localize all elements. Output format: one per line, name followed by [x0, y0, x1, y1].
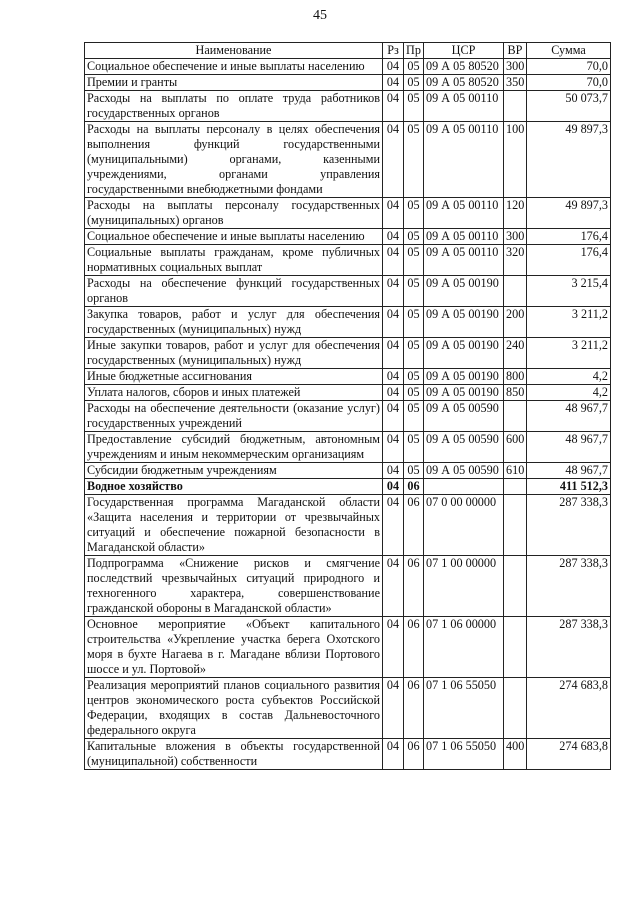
cell-pr: 05 [404, 338, 424, 369]
cell-rz: 04 [383, 245, 404, 276]
table-row [85, 556, 611, 617]
cell-vr [504, 479, 527, 495]
cell-rz: 04 [383, 307, 404, 338]
cell-name: Расходы на обеспечение функций государственных органов [85, 276, 383, 307]
cell-rz: 04 [383, 617, 404, 678]
cell-vr: 350 [504, 75, 527, 91]
cell-pr: 05 [404, 276, 424, 307]
cell-name: Капитальные вложения в объекты государственной (муниципальной) собственности [85, 739, 383, 770]
table-row [85, 338, 611, 369]
table-row [85, 229, 611, 245]
cell-name: Подпрограмма «Снижение рисков и смягчение последствий чрезвычайных ситуаций природного и техногенного характера, совершенствование гражданской обороны в Магаданской области» [85, 556, 383, 617]
cell-rz: 04 [383, 59, 404, 75]
cell-csr: 07 1 00 00000 [424, 556, 504, 617]
table-row [85, 432, 611, 463]
cell-rz: 04 [383, 739, 404, 770]
cell-sum: 3 211,2 [527, 338, 611, 369]
cell-vr: 400 [504, 739, 527, 770]
cell-rz: 04 [383, 463, 404, 479]
cell-vr: 200 [504, 307, 527, 338]
cell-pr: 06 [404, 678, 424, 739]
cell-csr: 09 А 05 00190 [424, 338, 504, 369]
cell-name: Реализация мероприятий планов социального развития центров экономического роста субъектов Российской Федерации, входящих в состав Дальневосточного федерального округа [85, 678, 383, 739]
table-body [85, 59, 611, 770]
cell-csr: 07 0 00 00000 [424, 495, 504, 556]
cell-pr: 05 [404, 432, 424, 463]
cell-csr: 09 А 05 00110 [424, 245, 504, 276]
cell-sum: 411 512,3 [527, 479, 611, 495]
table-row [85, 198, 611, 229]
cell-vr [504, 276, 527, 307]
cell-rz: 04 [383, 369, 404, 385]
header-rz: Рз [383, 43, 404, 59]
cell-sum: 70,0 [527, 75, 611, 91]
cell-sum: 287 338,3 [527, 495, 611, 556]
table-row [85, 385, 611, 401]
cell-rz: 04 [383, 338, 404, 369]
cell-pr: 05 [404, 307, 424, 338]
table-row [85, 59, 611, 75]
cell-sum: 3 211,2 [527, 307, 611, 338]
cell-rz: 04 [383, 385, 404, 401]
cell-rz: 04 [383, 276, 404, 307]
cell-pr: 05 [404, 369, 424, 385]
cell-vr [504, 401, 527, 432]
cell-sum: 176,4 [527, 229, 611, 245]
cell-vr [504, 556, 527, 617]
cell-pr: 06 [404, 479, 424, 495]
cell-pr: 05 [404, 91, 424, 122]
table-header-row [85, 43, 611, 59]
cell-rz: 04 [383, 495, 404, 556]
cell-vr [504, 678, 527, 739]
cell-csr: 07 1 06 55050 [424, 739, 504, 770]
cell-pr: 05 [404, 229, 424, 245]
cell-sum: 49 897,3 [527, 198, 611, 229]
header-pr: Пр [404, 43, 424, 59]
cell-name: Социальное обеспечение и иные выплаты населению [85, 59, 383, 75]
cell-sum: 274 683,8 [527, 739, 611, 770]
cell-name: Предоставление субсидий бюджетным, автономным учреждениям и иным некоммерческим организациям [85, 432, 383, 463]
cell-csr [424, 479, 504, 495]
table-row [85, 122, 611, 198]
table-row [85, 495, 611, 556]
header-name: Наименование [85, 43, 383, 59]
cell-name: Расходы на обеспечение деятельности (оказание услуг) государственных учреждений [85, 401, 383, 432]
cell-sum: 287 338,3 [527, 617, 611, 678]
table-row [85, 75, 611, 91]
cell-name: Иные бюджетные ассигнования [85, 369, 383, 385]
table-row [85, 245, 611, 276]
cell-csr: 09 А 05 00190 [424, 276, 504, 307]
cell-name: Государственная программа Магаданской области «Защита населения и территории от чрезвычайных ситуаций и обеспечение пожарной безопасности в Магаданской области» [85, 495, 383, 556]
table-row [85, 739, 611, 770]
table-row [85, 401, 611, 432]
cell-pr: 05 [404, 59, 424, 75]
cell-csr: 09 А 05 00190 [424, 369, 504, 385]
cell-sum: 3 215,4 [527, 276, 611, 307]
cell-rz: 04 [383, 479, 404, 495]
cell-csr: 09 А 05 00190 [424, 307, 504, 338]
cell-rz: 04 [383, 122, 404, 198]
table-row [85, 617, 611, 678]
budget-table [84, 42, 611, 770]
cell-pr: 05 [404, 75, 424, 91]
table-row [85, 91, 611, 122]
cell-csr: 09 А 05 00190 [424, 385, 504, 401]
cell-csr: 09 А 05 00110 [424, 91, 504, 122]
cell-rz: 04 [383, 401, 404, 432]
cell-sum: 70,0 [527, 59, 611, 75]
cell-pr: 06 [404, 617, 424, 678]
cell-pr: 05 [404, 122, 424, 198]
cell-rz: 04 [383, 229, 404, 245]
cell-csr: 09 А 05 00590 [424, 401, 504, 432]
cell-pr: 06 [404, 495, 424, 556]
table-row [85, 369, 611, 385]
cell-vr [504, 91, 527, 122]
header-sum: Сумма [527, 43, 611, 59]
cell-pr: 05 [404, 198, 424, 229]
cell-csr: 09 А 05 80520 [424, 59, 504, 75]
cell-pr: 05 [404, 463, 424, 479]
cell-rz: 04 [383, 556, 404, 617]
cell-csr: 09 А 05 00110 [424, 229, 504, 245]
cell-csr: 07 1 06 55050 [424, 678, 504, 739]
cell-csr: 09 А 05 00590 [424, 463, 504, 479]
cell-rz: 04 [383, 678, 404, 739]
cell-vr [504, 617, 527, 678]
table-row [85, 678, 611, 739]
cell-vr: 240 [504, 338, 527, 369]
cell-rz: 04 [383, 91, 404, 122]
cell-vr: 850 [504, 385, 527, 401]
cell-csr: 09 А 05 00110 [424, 198, 504, 229]
cell-csr: 09 А 05 00110 [424, 122, 504, 198]
cell-sum: 4,2 [527, 385, 611, 401]
cell-name: Водное хозяйство [85, 479, 383, 495]
cell-name: Закупка товаров, работ и услуг для обеспечения государственных (муниципальных) нужд [85, 307, 383, 338]
cell-vr: 300 [504, 229, 527, 245]
cell-vr: 100 [504, 122, 527, 198]
header-csr: ЦСР [424, 43, 504, 59]
cell-csr: 07 1 06 00000 [424, 617, 504, 678]
cell-sum: 48 967,7 [527, 401, 611, 432]
cell-name: Уплата налогов, сборов и иных платежей [85, 385, 383, 401]
cell-vr: 120 [504, 198, 527, 229]
cell-sum: 50 073,7 [527, 91, 611, 122]
cell-rz: 04 [383, 75, 404, 91]
cell-name: Субсидии бюджетным учреждениям [85, 463, 383, 479]
cell-vr: 610 [504, 463, 527, 479]
page-number: 45 [313, 8, 327, 23]
cell-vr: 800 [504, 369, 527, 385]
cell-pr: 05 [404, 401, 424, 432]
cell-csr: 09 А 05 80520 [424, 75, 504, 91]
cell-name: Социальное обеспечение и иные выплаты населению [85, 229, 383, 245]
cell-name: Расходы на выплаты персоналу в целях обеспечения выполнения функций государственными (муниципальными) органами, казенными учреждениями, органами управления государственными внебюджетными фондами [85, 122, 383, 198]
table-row [85, 463, 611, 479]
cell-name: Премии и гранты [85, 75, 383, 91]
cell-sum: 274 683,8 [527, 678, 611, 739]
cell-sum: 48 967,7 [527, 432, 611, 463]
cell-name: Расходы на выплаты персоналу государственных (муниципальных) органов [85, 198, 383, 229]
cell-csr: 09 А 05 00590 [424, 432, 504, 463]
cell-sum: 49 897,3 [527, 122, 611, 198]
cell-rz: 04 [383, 432, 404, 463]
cell-pr: 06 [404, 739, 424, 770]
cell-name: Расходы на выплаты по оплате труда работников государственных органов [85, 91, 383, 122]
cell-vr: 300 [504, 59, 527, 75]
header-vr: ВР [504, 43, 527, 59]
cell-pr: 05 [404, 385, 424, 401]
cell-name: Социальные выплаты гражданам, кроме публичных нормативных социальных выплат [85, 245, 383, 276]
table-row [85, 479, 611, 495]
cell-rz: 04 [383, 198, 404, 229]
cell-name: Основное мероприятие «Объект капитального строительства «Укрепление участка берега Охотского моря в бухте Нагаева в г. Магадане вблизи Портового шоссе и ул. Портовой» [85, 617, 383, 678]
cell-sum: 48 967,7 [527, 463, 611, 479]
cell-vr [504, 495, 527, 556]
cell-sum: 176,4 [527, 245, 611, 276]
cell-pr: 05 [404, 245, 424, 276]
cell-pr: 06 [404, 556, 424, 617]
table-row [85, 276, 611, 307]
cell-sum: 287 338,3 [527, 556, 611, 617]
table-row [85, 307, 611, 338]
cell-sum: 4,2 [527, 369, 611, 385]
cell-vr: 320 [504, 245, 527, 276]
cell-vr: 600 [504, 432, 527, 463]
cell-name: Иные закупки товаров, работ и услуг для обеспечения государственных (муниципальных) нужд [85, 338, 383, 369]
